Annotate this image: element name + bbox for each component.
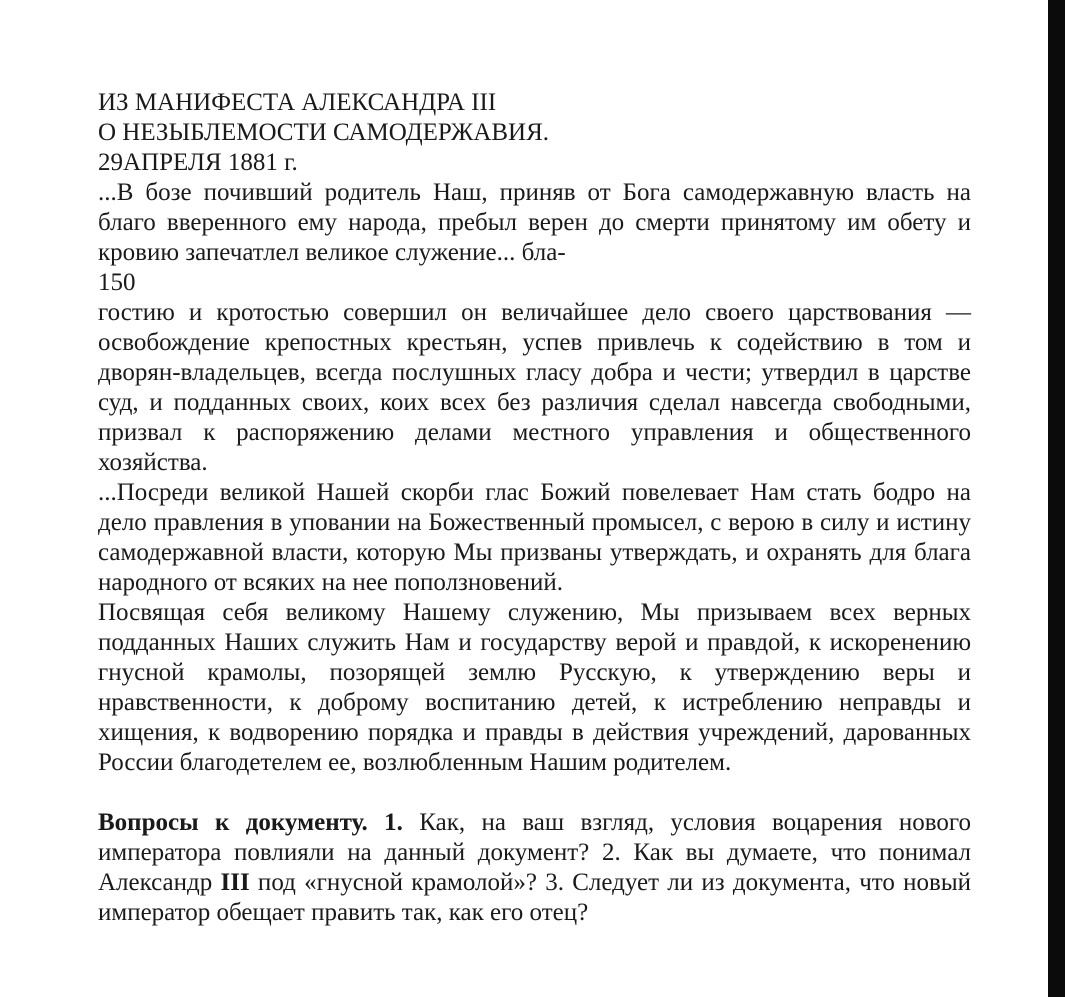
paragraph-1: ...В бозе почивший родитель Наш, приняв от Бога самодержавную власть на благо вверенного ему народа, пребыл верен до смерти принятому им обету и кровию запечатлел великое служение... бла- xyxy=(98,179,971,266)
document-date: 29АПРЕЛЯ 1881 г. xyxy=(98,149,298,176)
document-title-line-1: ИЗ МАНИФЕСТА АЛЕКСАНДРА III xyxy=(98,89,497,116)
paragraph-2: гостию и кротостью совершил он величайшее дело своего царствования — освобождение крепостных крестьян, успев привлечь к содействию в том и дворян-владельцев, всегда послушных гласу добра и чести; утвердил в царстве суд, и подданных своих, коих всех без различия сделал навсегда свободными, призвал к распоряжению делами местного управления и общественного хозяйства. xyxy=(98,299,971,476)
questions-text-1: Как, на ваш взгляд, условия воцарения нового императора повлияли на данный документ? 2. Как вы думаете, что понимал Александр xyxy=(98,809,971,896)
questions-block xyxy=(98,808,971,928)
page-number: 150 xyxy=(98,269,136,296)
right-edge-border xyxy=(1048,0,1065,997)
questions-text-2: под «гнусной крамолой»? 3. Следует ли из документа, что новый император обещает править так, как его отец? xyxy=(98,869,971,926)
document-title-line-2: О НЕЗЫБЛЕМОСТИ САМОДЕРЖАВИЯ. xyxy=(98,119,550,146)
paragraph-4: Посвящая себя великому Нашему служению, Мы призываем всех верных подданных Наших служить Нам и государству верой и правдой, к искоренению гнусной крамолы, позорящей землю Русскую, к утверждению веры и нравственности, к доброму воспитанию детей, к истреблению неправды и хищения, к водворению порядка и правды в действия учреждений, дарованных России благодетелем ее, возлюбленным Нашим родителем. xyxy=(98,599,971,776)
questions-label: Вопросы к документу. 1. xyxy=(98,809,403,836)
document-content xyxy=(98,88,971,953)
paragraph-3: ...Посреди великой Нашей скорби глас Божий повелевает Нам стать бодро на дело правления в уповании на Божественный промысел, с верою в силу и истину самодержавной власти, которую Мы призваны утверждать, и охранять для блага народного от всяких на нее поползновений. xyxy=(98,479,971,596)
questions-bold-numeral: III xyxy=(220,869,250,896)
